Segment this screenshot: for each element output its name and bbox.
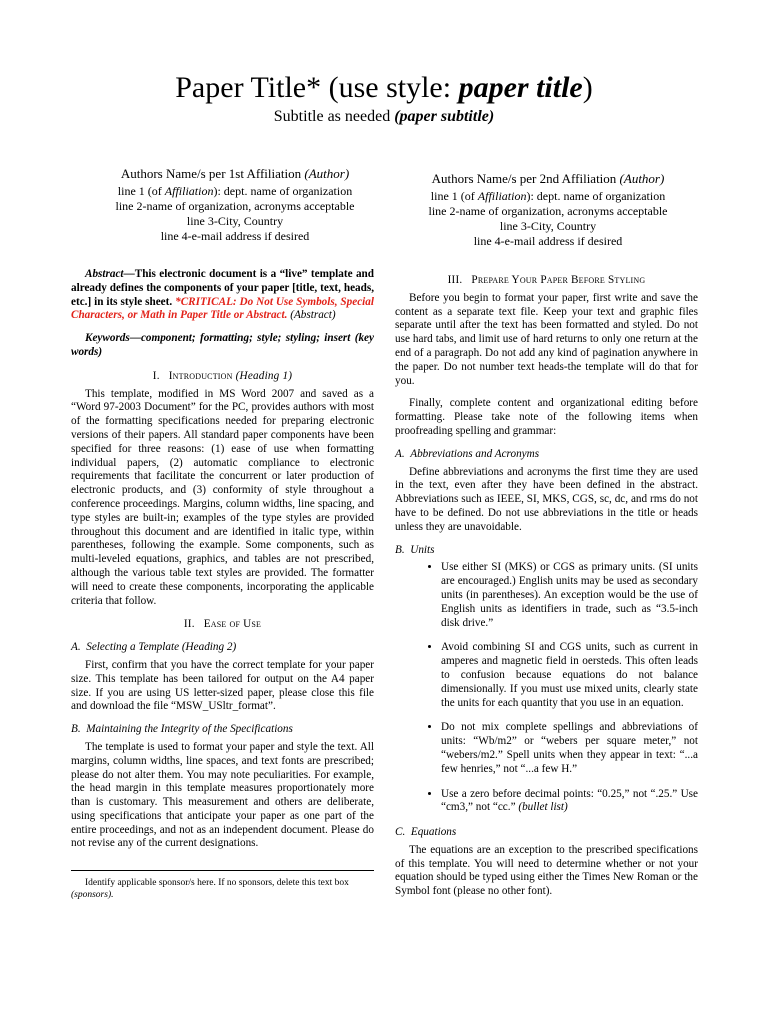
abstract-text: —This electronic document is a “live” template and already defines the components of your paper [title, text, heads, etc.] in its style sheet.: [71, 268, 374, 308]
section-tag: (Heading 1): [235, 369, 293, 382]
section-title: Ease of Use: [203, 618, 262, 631]
subsection-heading-abbreviations: [395, 448, 698, 462]
integrity-paragraph: The template is used to format your paper and style the text. All margins, column widths, line spaces, and text fonts are prescribed; please do not alter them. You may note peculiarities. For example, the head margin in this template measures proportionately more than is customary. This measurement and others are deliberate, using specifications that anticipate your paper as one part of the entire proceedings, and not as an independent document. Please do not revise any of the current designations.: [71, 740, 374, 850]
subsection-title: Abbreviations and Acronyms: [410, 447, 540, 460]
subsection-heading-selecting-template: [71, 641, 374, 655]
subsection-label: A.: [71, 641, 81, 654]
keywords: [71, 332, 374, 360]
subtitle-main: Subtitle as needed: [273, 108, 395, 125]
author-block-2: [393, 170, 703, 249]
section-number: I.: [152, 369, 160, 382]
footnote-rule: [71, 870, 374, 871]
affiliation-line-1-em: Affiliation: [477, 189, 527, 203]
affiliation-line-4: line 4-e-mail address if desired: [160, 229, 310, 243]
bullet-list-tag: (bullet list): [518, 801, 568, 814]
subsection-label: C.: [395, 826, 406, 839]
abbreviations-paragraph: Define abbreviations and acronyms the first time they are used in the text, even after they have been defined in the abstract. Abbreviations such as IEEE, SI, MKS, CGS, sc, dc, and rms do not have to be defined. Do not use abbreviations in the title or heads unless they are unavoidable.: [395, 465, 698, 533]
equations-paragraph: The equations are an exception to the prescribed specifications of this template. You will need to determine whether or not your equation should be typed using either the Times New Roman or the Symbol font (please no other font).: [395, 843, 698, 898]
affiliation-line-2: line 2-name of organization, acronyms acceptable: [115, 199, 355, 213]
list-item: • Use either SI (MKS) or CGS as primary units. (SI units are encouraged.) English units may be used as secondary units (in parentheses). An exception would be the use of English units as identifiers in trade, such as “3.5-inch disk drive.”: [441, 561, 698, 630]
affiliation-line-1: [80, 184, 390, 199]
affiliation-line-1-pre: line 1 (of: [430, 189, 478, 203]
affiliation-line-1-pre: line 1 (of: [117, 184, 165, 198]
abstract: [71, 268, 374, 323]
sponsor-footnote: [71, 877, 374, 901]
affiliation-line-1-em: Affiliation: [164, 184, 214, 198]
subsection-title: Equations: [410, 826, 457, 839]
title-main: Paper Title* (use style:: [175, 71, 459, 104]
subsection-label: B.: [395, 543, 405, 556]
affiliation-line-2: line 2-name of organization, acronyms acceptable: [428, 204, 668, 218]
prepare-paragraph-2: Finally, complete content and organizational editing before formatting. Please take note of the following items when proofreading spelling and grammar:: [395, 397, 698, 437]
author-name-text: Authors Name/s per 1st Affiliation: [120, 166, 302, 181]
section-heading-introduction: [71, 370, 374, 384]
author-name: [393, 170, 703, 187]
subtitle-italic: (paper subtitle): [394, 108, 495, 125]
subsection-label: A.: [395, 447, 405, 460]
author-name-text: Authors Name/s per 2nd Affiliation: [431, 171, 617, 186]
section-number: III.: [447, 274, 463, 286]
section-title: Prepare Your Paper Before Styling: [471, 274, 646, 286]
title-close: ): [582, 71, 593, 104]
title-italic: paper title: [458, 71, 583, 104]
right-column: [395, 268, 698, 899]
subsection-heading-units: [395, 544, 698, 558]
paper-subtitle: [0, 107, 768, 127]
abstract-label: Abstract: [85, 268, 124, 280]
author-name: [80, 165, 390, 182]
left-column: [71, 268, 374, 851]
subsection-title: Units: [410, 543, 435, 556]
footnote-tag: (sponsors).: [71, 890, 114, 900]
abstract-tag: (Abstract): [287, 309, 336, 322]
keywords-text: —component; formatting; style; styling; insert (key words): [71, 332, 374, 358]
intro-paragraph: This template, modified in MS Word 2007 and saved as a “Word 97-2003 Document” for the PC, provides authors with most of the formatting specifications needed for preparing electronic versions of their papers. All standard paper components have been specified for three reasons: (1) ease of use when formatting individual papers, (2) automatic compliance to electronic requirements that facilitate the concurrent or later production of electronic products, and (3) conformity of style throughout a conference proceedings. Margins, column widths, line spacing, and type styles are built-in; examples of the type styles are provided throughout this document and are identified in italic type, within parentheses, following the example. Some components, such as multi-leveled equations, graphics, and tables are not prescribed, although the various table text styles are provided. The formatter will need to create these components, incorporating the applicable criteria that follow.: [71, 387, 374, 607]
affiliation-line-3: line 3-City, Country: [499, 219, 597, 233]
selecting-template-paragraph: First, confirm that you have the correct template for your paper size. This template has been tailored for output on the A4 paper size. If you are using US letter-sized paper, please close this file and download the file “MSW_USltr_format”.: [71, 658, 374, 713]
subsection-title: Maintaining the Integrity of the Specifications: [86, 723, 293, 736]
list-item: • Do not mix complete spellings and abbreviations of units: “Wb/m2” or “webers per square meter,” not “webers/m2.” Spell units when they appear in text: “...a few henries,” not “...a few H.”: [441, 721, 698, 776]
section-number: II.: [183, 618, 195, 631]
subsection-heading-integrity: [71, 723, 374, 737]
subsection-label: B.: [71, 723, 81, 736]
list-item: [441, 788, 698, 816]
list-item-text: Use a zero before decimal points: “0.25,” not “.25.” Use “cm3,” not “cc.”: [441, 787, 698, 814]
section-title: Introduction: [168, 369, 233, 382]
author-block-1: [80, 165, 390, 244]
affiliation-line-1-post: ): dept. name of organization: [526, 189, 666, 203]
subsection-title: Selecting a Template (Heading 2): [86, 641, 237, 654]
affiliation-line-4: line 4-e-mail address if desired: [473, 234, 623, 248]
author-name-tag: (Author): [619, 171, 665, 186]
keywords-label: Keywords: [85, 332, 130, 345]
list-item: • Avoid combining SI and CGS units, such as current in amperes and magnetic field in oersteds. This often leads to confusion because equations do not balance dimensionally. If you must use mixed units, clearly state the units for each quantity that you use in an equation.: [441, 641, 698, 710]
footnote-text: Identify applicable sponsor/s here. If no sponsors, delete this text box: [85, 878, 349, 888]
subsection-heading-equations: [395, 826, 698, 840]
section-heading-prepare: [395, 274, 698, 288]
author-name-tag: (Author): [304, 166, 350, 181]
prepare-paragraph-1: Before you begin to format your paper, first write and save the content as a separate text file. Keep your text and graphic files separate until after the text has been formatted and styled. Do not use hard tabs, and limit use of hard returns to only one return at the end of a paragraph. Do not add any kind of pagination anywhere in the paper. Do not number text heads-the template will do that for you.: [395, 291, 698, 387]
affiliation-line-3: line 3-City, Country: [186, 214, 284, 228]
abstract-critical-note: *CRITICAL: Do Not Use Symbols, Special Characters, or Math in Paper Title or Abstract.: [71, 295, 374, 322]
units-bullet-list: [395, 561, 698, 815]
section-heading-ease-of-use: [71, 618, 374, 632]
paper-title: [0, 70, 768, 106]
affiliation-line-1: [393, 189, 703, 204]
affiliation-line-1-post: ): dept. name of organization: [213, 184, 353, 198]
